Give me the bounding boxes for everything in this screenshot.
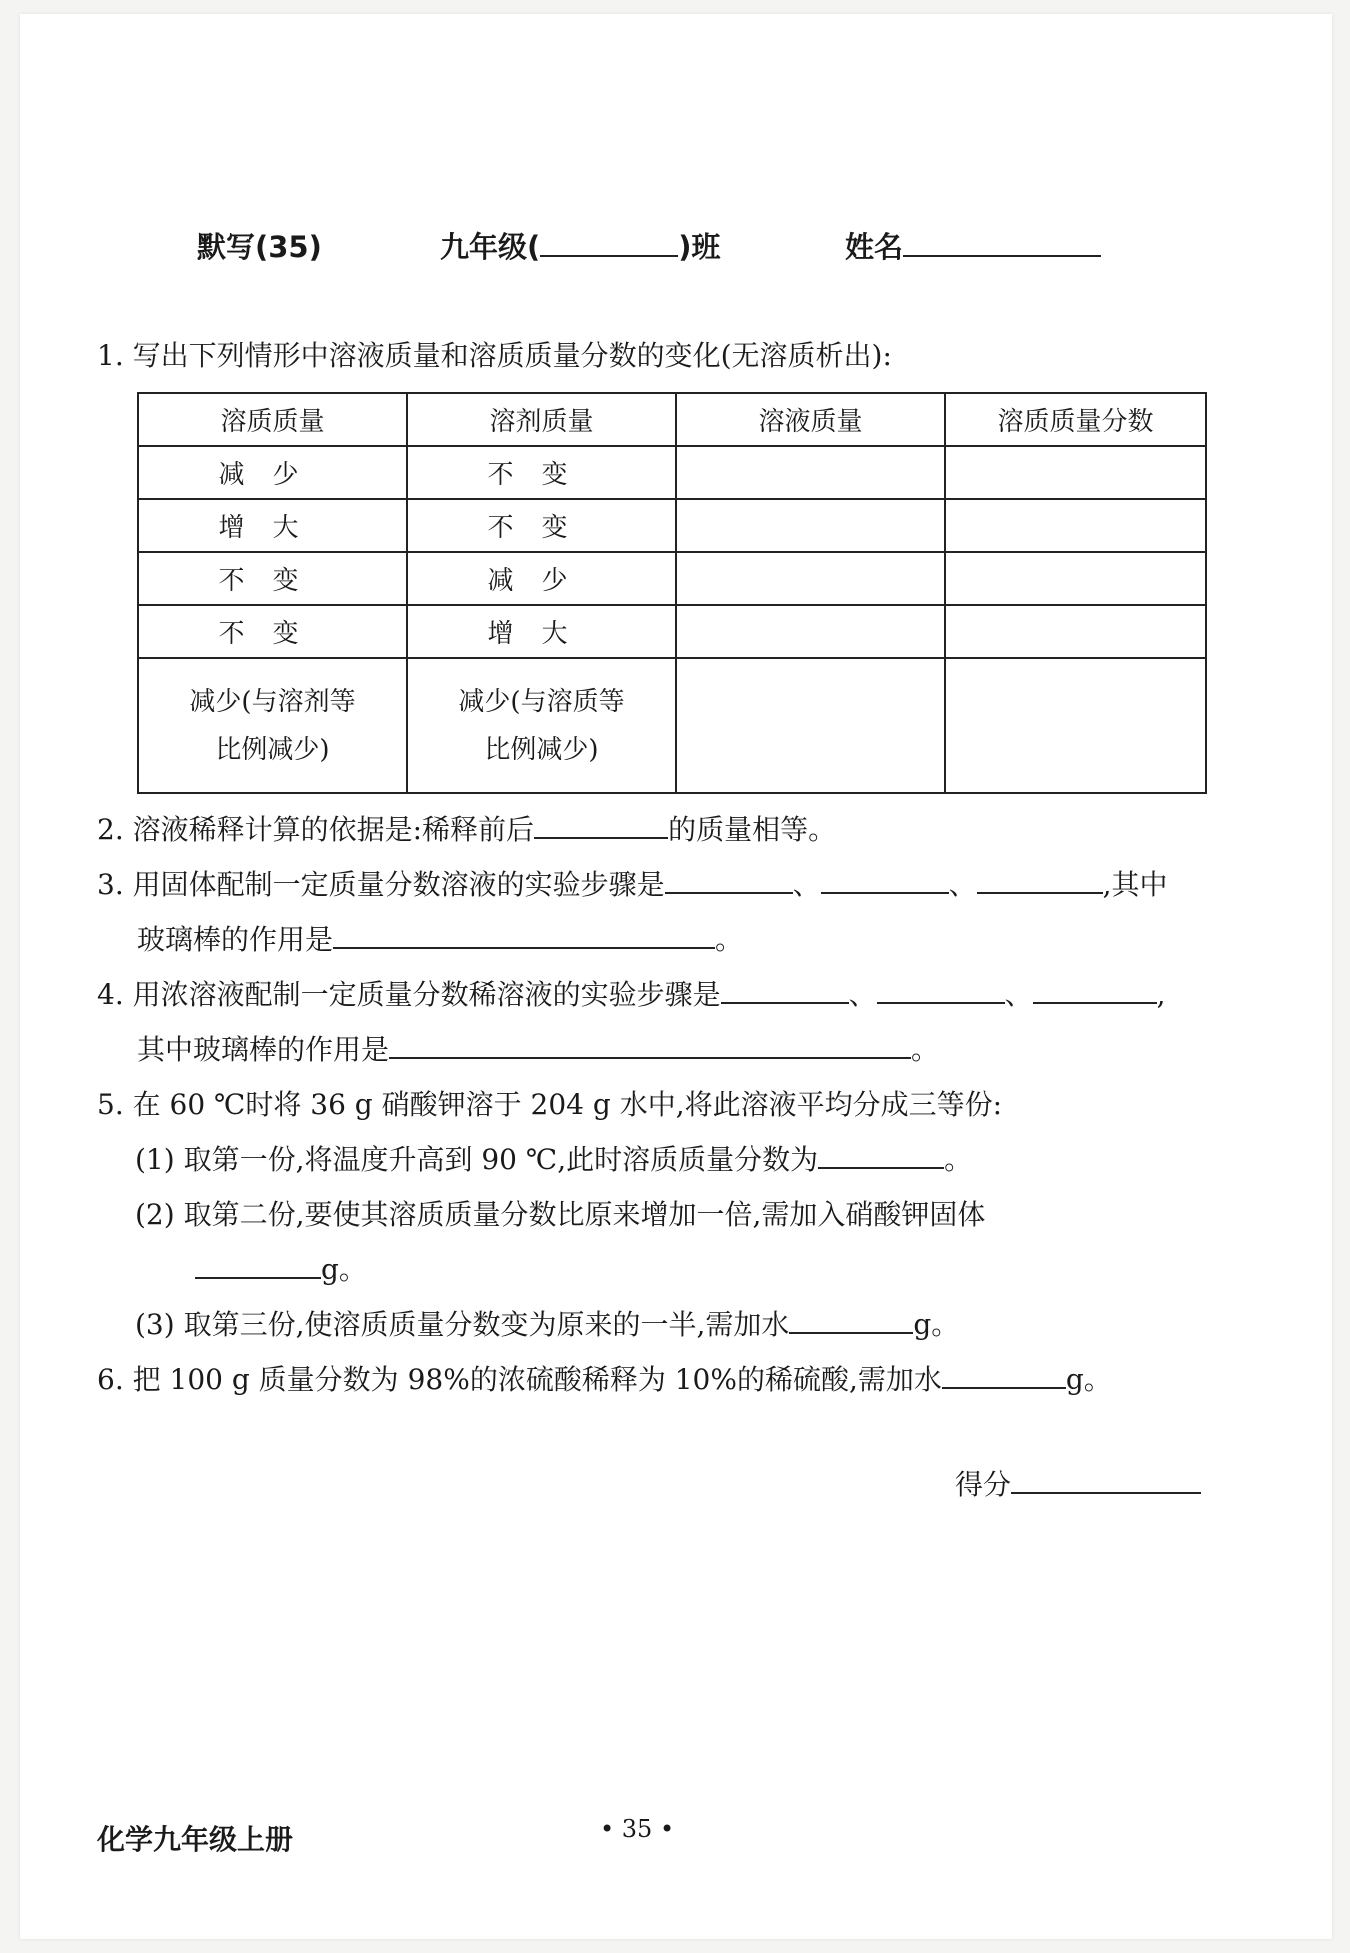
- answer-cell[interactable]: [945, 552, 1206, 605]
- q4-blank-4[interactable]: [389, 1031, 911, 1059]
- q5-p1-text: (1) 取第一份,将温度升高到 90 ℃,此时溶质质量分数为: [135, 1143, 819, 1176]
- answer-cell[interactable]: [676, 658, 945, 793]
- table-cell: 不变: [407, 499, 676, 552]
- page-number: • 35 •: [600, 1815, 675, 1843]
- question-3-line-2: [137, 920, 743, 960]
- q2-blank[interactable]: [534, 811, 668, 839]
- question-5: 5. 在 60 ℃时将 36 g 硝酸钾溶于 204 g 水中,将此溶液平均分成三等份:: [97, 1088, 1003, 1121]
- q3-blank-3[interactable]: [977, 866, 1103, 894]
- q5-p3-end: g。: [913, 1308, 960, 1341]
- q4-sep: 、: [848, 978, 877, 1011]
- solution-change-table: [137, 392, 1207, 794]
- question-1: 1. 写出下列情形中溶液质量和溶质质量分数的变化(无溶质析出):: [97, 339, 892, 372]
- class-blank[interactable]: [540, 229, 678, 257]
- worksheet-title: 默写(35): [197, 230, 322, 264]
- q6-text: 6. 把 100 g 质量分数为 98%的浓硫酸稀释为 10%的稀硫酸,需加水: [97, 1363, 942, 1396]
- question-2: [97, 810, 836, 850]
- name-field: [845, 225, 1101, 266]
- q4-blank-2[interactable]: [877, 976, 1005, 1004]
- table-cell: 增大: [407, 605, 676, 658]
- table-row: [138, 552, 1206, 605]
- question-5-part-3: [135, 1305, 959, 1345]
- grade-suffix: )班: [678, 230, 721, 264]
- q5-p2-blank[interactable]: [195, 1251, 321, 1279]
- answer-cell[interactable]: [945, 605, 1206, 658]
- answer-cell[interactable]: [945, 446, 1206, 499]
- header-mass-fraction: 溶质质量分数: [945, 393, 1206, 446]
- cell-line: 比例减少): [484, 734, 599, 765]
- cell-line: 减少(与溶质等: [458, 686, 625, 717]
- q3-blank-1[interactable]: [665, 866, 793, 894]
- answer-cell[interactable]: [676, 446, 945, 499]
- table-cell: [407, 658, 676, 793]
- table-cell: [138, 658, 407, 793]
- table-cell: 不变: [138, 552, 407, 605]
- header-solution-mass: 溶液质量: [676, 393, 945, 446]
- q5-p1-blank[interactable]: [818, 1141, 944, 1169]
- question-6: [97, 1360, 1112, 1400]
- question-5-part-2: (2) 取第二份,要使其溶质质量分数比原来增加一倍,需加入硝酸钾固体: [135, 1198, 986, 1231]
- q4-blank-3[interactable]: [1033, 976, 1157, 1004]
- q3-tail: ,其中: [1102, 868, 1168, 901]
- table-cell: 不变: [407, 446, 676, 499]
- grade-prefix: 九年级(: [440, 230, 541, 264]
- table-cell: 减少: [407, 552, 676, 605]
- cell-line: 减少(与溶剂等: [189, 686, 356, 717]
- q5-p3-text: (3) 取第三份,使溶质质量分数变为原来的一半,需加水: [135, 1308, 790, 1341]
- score-blank[interactable]: [1011, 1466, 1201, 1494]
- score-field: [955, 1465, 1201, 1505]
- score-label: 得分: [955, 1468, 1012, 1501]
- table-row: [138, 446, 1206, 499]
- q4-end: 。: [911, 1033, 940, 1066]
- table-row: [138, 499, 1206, 552]
- q5-p2-end: g。: [321, 1253, 367, 1286]
- question-3: [97, 865, 1168, 905]
- question-5-part-2-line-2: [195, 1250, 367, 1290]
- name-label: 姓名: [845, 230, 904, 264]
- q3-text: 3. 用固体配制一定质量分数溶液的实验步骤是: [97, 868, 665, 901]
- answer-cell[interactable]: [676, 552, 945, 605]
- q4-text: 4. 用浓溶液配制一定质量分数稀溶液的实验步骤是: [97, 978, 721, 1011]
- answer-cell[interactable]: [676, 605, 945, 658]
- name-blank[interactable]: [903, 229, 1101, 257]
- table-cell: 减少: [138, 446, 407, 499]
- q4-sep: 、: [1004, 978, 1033, 1011]
- answer-cell[interactable]: [945, 658, 1206, 793]
- q3-sep: 、: [948, 868, 977, 901]
- table-row: [138, 605, 1206, 658]
- table-row: [138, 658, 1206, 793]
- q3-sep: 、: [792, 868, 821, 901]
- cell-line: 比例减少): [215, 734, 330, 765]
- book-title: 化学九年级上册: [97, 1823, 294, 1856]
- q6-end: g。: [1065, 1363, 1112, 1396]
- q3-blank-2[interactable]: [821, 866, 949, 894]
- q5-p1-end: 。: [944, 1143, 973, 1176]
- question-4-line-2: [137, 1030, 939, 1070]
- answer-cell[interactable]: [676, 499, 945, 552]
- q4-blank-1[interactable]: [721, 976, 849, 1004]
- question-5-part-1: [135, 1140, 972, 1180]
- q5-p3-blank[interactable]: [789, 1306, 913, 1334]
- answer-cell[interactable]: [945, 499, 1206, 552]
- table-cell: 不变: [138, 605, 407, 658]
- q4-line2-text: 其中玻璃棒的作用是: [137, 1033, 390, 1066]
- table-cell: 增大: [138, 499, 407, 552]
- q3-line2-text: 玻璃棒的作用是: [137, 923, 334, 956]
- q3-blank-4[interactable]: [333, 921, 715, 949]
- q2-text: 2. 溶液稀释计算的依据是:稀释前后: [97, 813, 535, 846]
- header-solute-mass: 溶质质量: [138, 393, 407, 446]
- q4-tail: ,: [1156, 978, 1166, 1011]
- header-solvent-mass: 溶剂质量: [407, 393, 676, 446]
- q6-blank[interactable]: [942, 1361, 1066, 1389]
- class-field: [440, 225, 721, 266]
- q2-text-end: 的质量相等。: [668, 813, 837, 846]
- q3-end: 。: [715, 923, 744, 956]
- question-4: [97, 975, 1166, 1015]
- table-header-row: [138, 393, 1206, 446]
